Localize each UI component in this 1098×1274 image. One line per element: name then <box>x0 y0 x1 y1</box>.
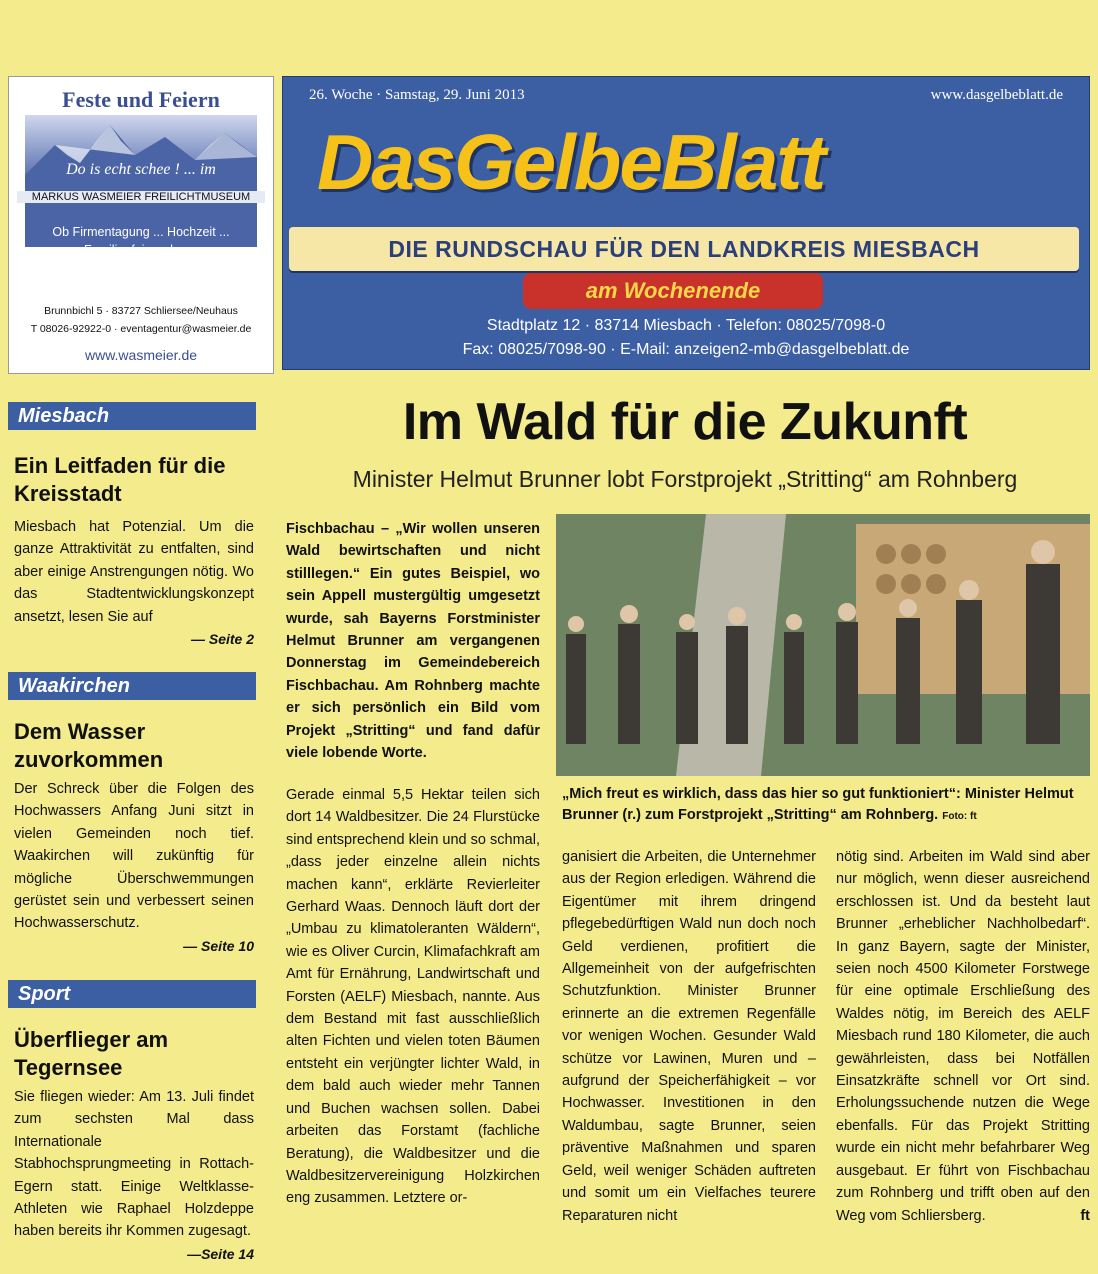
headline-miesbach: Ein Leitfaden für die Kreisstadt <box>14 453 226 506</box>
masthead-contact: Fax: 08025/7098-90 · E-Mail: anzeigen2-mb@dasgelbeblatt.de <box>462 341 910 358</box>
page-ref: — Seite 2 <box>190 631 254 648</box>
author-sign: ft <box>1080 1207 1090 1224</box>
ad-box <box>8 76 274 374</box>
article-col-2: ganisiert die Arbeiten, die Unternehmer aus der Region erledigen. Während die Eigentümer mit ihrem dringend pflegebedürftigen Wald nun doch noch Geld verdienen, profitiert die Allgemeinheit von der aufgefrischten Schutzfunktion. Minister Brunner erinnerte an die extremen Regenfälle vor wenigen Wochen. Gesunder Wald schütze vor Lawinen, Muren und – aufgrund der Speicherfähigkeit – vor Hochwasser. Investitionen in den Waldumbau, sagte Brunner, seien präventive Maßnahmen und sparen Geld, weil weniger Schäden auftreten und somit um ein Vielfaches teurere Reparaturen nicht <box>562 849 816 1224</box>
masthead <box>282 76 1090 370</box>
ad-slogan: Do is echt schee ! ... im <box>66 161 216 178</box>
teaser-text: Sie fliegen wieder: Am 13. Juli findet zum sechsten Mal dass Internationale Stabhochsprungmeeting in Rottach-Egern statt. Einige Weltklasse-Athleten wie Raphael Holzdeppe haben bereits ihr Kommen zugesagt. <box>14 1089 254 1240</box>
ad-line: Wir organisieren, Sie feiern! <box>63 261 219 275</box>
ad-website[interactable]: www.wasmeier.de <box>84 347 198 363</box>
page-ref: —Seite 14 <box>187 1245 254 1262</box>
ad-line: Ob Firmentagung ... Hochzeit ... <box>52 225 230 239</box>
article-headline: Im Wald für die Zukunft <box>402 393 968 451</box>
caption-text: „Mich freut es wirklich, dass das hier so gut funktioniert“: Minister Helmut Brunner (r.) zum Forstprojekt „Stritting“ am Rohnberg. <box>562 786 1074 823</box>
teaser-sport <box>14 1086 254 1265</box>
col3-text: nötig sind. Arbeiten im Wald sind aber nur möglich, wenn dieser ausreichend erschlossen ist. Und da besteht laut Brunner „erheblicher Nachholbedarf“. In ganz Bayern, sagte der Minister, seien noch 4500 Kilometer Forstwege für eine optimale Erschließung des Waldes nötig, im Bereich des AELF Miesbach rund 180 Kilometer, die auch gewährleisten, dass bei Notfällen Einsatzkräfte schnell vor Ort sind. Erholungssuchende nutzen die Wege ebenfalls. Für das Projekt Stritting wurde ein nicht mehr befahrbarer Weg ausgebaut. Er führt von Fischbachau zum Rohnberg und trifft oben auf den Weg vom Schliersberg. <box>836 849 1090 1224</box>
teaser-waakirchen <box>14 778 254 957</box>
article-subheadline: Minister Helmut Brunner lobt Forstprojekt „Stritting“ am Rohnberg <box>352 466 1018 492</box>
page-ref: — Seite 10 <box>183 937 254 954</box>
masthead-website[interactable]: www.dasgelbeblatt.de <box>930 87 1063 103</box>
article-col-3 <box>836 846 1090 1227</box>
article-col-1: Gerade einmal 5,5 Hektar teilen sich dort 14 Waldbesitzer. Die 24 Flurstücke sind entsprechend klein und so schmal, „dass jeder einzelne allein nichts machen kann“, erklärte Revierleiter Gerhard Waas. Dennoch läuft dort der „Umbau zu klimatoleranten Wäldern“, wie es Oliver Curcin, Klimafachkraft am Amt für Ernährung, Landwirtschaft und Forsten (AELF) Miesbach, nannte. Aus dem Bestand mit fast ausschließlich alten Fichten und vielen toten Bäumen entsteht ein verjüngter lichter Wald, in dem bald auch wieder mehr Tannen und Buchen wachsen sollen. Dabei arbeiten das Forstamt (fachliche Beratung), die Waldbesitzer und die Waldbesitzervereinigung Holzkirchen eng zusammen. Letztere or- <box>286 787 540 1207</box>
headline-sport: Überflieger am Tegernsee <box>14 1027 169 1080</box>
section-sport: Sport <box>8 980 256 1008</box>
weekend-badge: am Wochenende <box>523 273 823 309</box>
ad-museum-name: MARKUS WASMEIER FREILICHTMUSEUM <box>17 191 265 203</box>
ad-address: Brunnbichl 5 · 83727 Schliersee/Neuhaus <box>44 305 238 317</box>
ad-text <box>25 223 257 277</box>
section-miesbach: Miesbach <box>8 402 256 430</box>
teaser-text: Der Schreck über die Folgen des Hochwassers Anfang Juni sitzt in vielen Gemeinden noch tief. Waakirchen will zukünftig für mögliche Überschwemmungen gerüstet sein und verbessert seinen Hochwasserschutz. <box>14 781 254 932</box>
headline-waakirchen: Dem Wasser zuvorkommen <box>14 719 164 772</box>
banner-text: DIE RUNDSCHAU FÜR DEN LANDKREIS MIESBACH <box>388 236 980 262</box>
photo-caption <box>562 784 1090 827</box>
newspaper-logo: DasGelbeBlatt <box>317 118 825 206</box>
ad-contact: T 08026-92922-0 · eventagentur@wasmeier.de <box>30 323 252 335</box>
teaser-text: Miesbach hat Potenzial. Um die ganze Attraktivität zu entfalten, sind aber einige Anstrengungen nötig. Wo das Stadtentwicklungskonzept ansetzt, lesen Sie auf <box>14 519 254 625</box>
issue-date: 26. Woche · Samstag, 29. Juni 2013 <box>309 87 525 103</box>
article-photo <box>556 514 1090 776</box>
teaser-miesbach <box>14 516 254 650</box>
article-lead: Fischbachau – „Wir wollen unseren Wald bewirtschaften und nicht stilllegen.“ Ein gutes Beispiel, wo sein Appell mustergültig umgesetzt wurde, sah Bayerns Forstminister Helmut Brunner am vergangenen Donnerstag im Gemeindebereich Fischbachau. Am Rohnberg machte er sich persönlich ein Bild vom Projekt „Stritting“ und fand dafür viele lobende Worte. <box>286 521 540 762</box>
masthead-banner <box>289 227 1079 271</box>
masthead-address: Stadtplatz 12 · 83714 Miesbach · Telefon: 08025/7098-0 <box>486 317 886 334</box>
section-waakirchen: Waakirchen <box>8 672 256 700</box>
ad-title: Feste und Feiern <box>62 87 220 112</box>
photo-credit: Foto: ft <box>942 811 977 822</box>
ad-line: Familienfeier oder ... <box>84 243 198 257</box>
